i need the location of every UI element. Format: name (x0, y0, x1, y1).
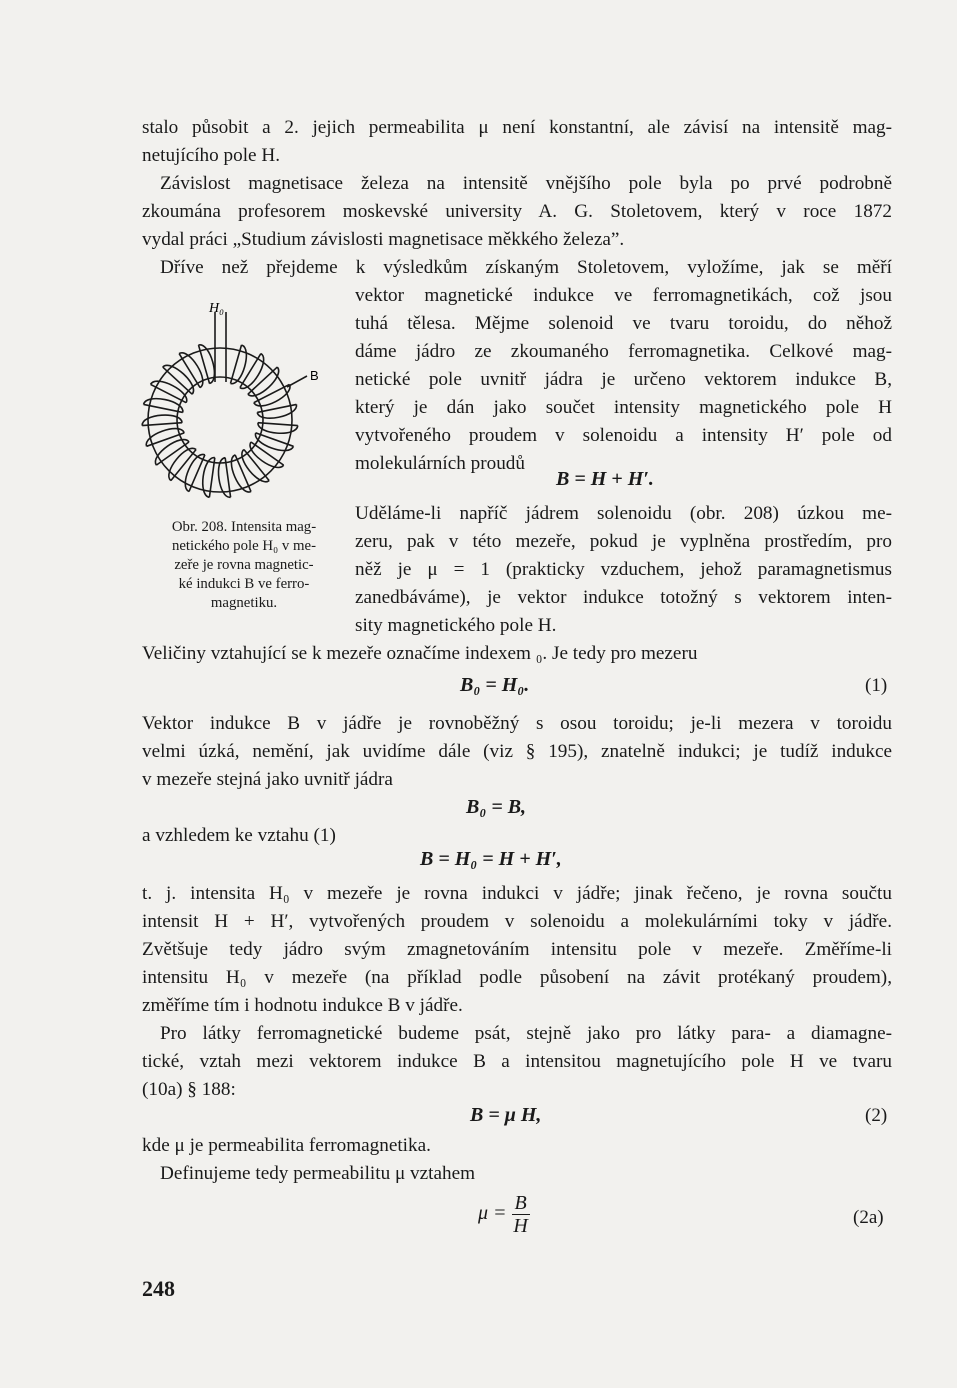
fraction (512, 1192, 530, 1237)
figure-caption: Obr. 208. Intensita mag- (171, 519, 317, 535)
text-line: který je dán jako součet intensity magnetického pole H (355, 397, 892, 418)
text-line: sity magnetického pole H. (355, 615, 557, 636)
equation-b0: B₀ = B, (466, 796, 527, 818)
text-line: vytvořeného proudem v solenoidu a intensity H′ pole od (355, 425, 892, 446)
figure-caption: zeře je rovna magnetic- (174, 557, 314, 573)
equation-number: (2) (865, 1105, 888, 1126)
text-line: Závislost magnetisace železa na intensitě vnějšího pole byla po prvé podrobně (160, 173, 892, 194)
text-line: Uděláme-li napříč jádrem solenoidu (obr. 208) úzkou me- (355, 503, 892, 524)
equation-2a (478, 1192, 530, 1237)
text-line: kde μ je permeabilita ferromagnetika. (142, 1135, 431, 1156)
text-line: Definujeme tedy permeabilitu μ vztahem (160, 1163, 476, 1184)
winding-loop (255, 433, 293, 451)
text-line: Vektor indukce B v jádře je rovnoběžný s osou toroidu; je-li mezera v toroidu (142, 713, 892, 734)
figure-caption: netického pole H₀ v me- (171, 538, 317, 554)
text-line: Zvětšuje tedy jádro svým zmagnetováním intensitu pole v mezeře. Změříme-li (142, 939, 892, 960)
equation-b-h0: B = H₀ = H + H′, (420, 848, 562, 870)
text-line: zeru, pak v této mezeře, pokud je vyplněna prostředím, pro (355, 531, 892, 552)
text-line: tické, vztah mezi vektorem indukce B a intensitou magnetujícího pole H ve tvaru (142, 1051, 892, 1072)
text-line: tuhá tělesa. Mějme solenoid ve tvaru toroidu, do něhož (355, 313, 892, 334)
text-line: něž je μ = 1 (prakticky vzduchem, jehož paramagnetismus (355, 559, 892, 580)
text-line: v mezeře stejná jako uvnitř jádra (142, 769, 393, 790)
text-line: intensitu H₀ v mezeře (na příklad podle působení na závit protékaný proudem), (142, 967, 892, 988)
fraction-denominator: H (513, 1215, 528, 1237)
text-line: (10a) § 188: (142, 1079, 236, 1100)
text-line: netujícího pole H. (142, 145, 281, 166)
figure-caption: magnetiku. (210, 595, 278, 611)
text-line: Dříve než přejdeme k výsledkům získaným Stoletovem, vyložíme, jak se měří (160, 257, 892, 278)
page-number: 248 (142, 1276, 175, 1301)
toroid-figure (135, 292, 355, 507)
text-line: a vzhledem ke vztahu (1) (142, 825, 336, 846)
winding-loop (144, 399, 183, 413)
equation-number: (1) (865, 675, 888, 696)
text-line: velmi úzká, nemění, jak uvidíme dále (viz § 195), znatelně indukci; je tudíž indukce (142, 741, 892, 762)
figure-caption: ké indukci B ve ferro- (178, 576, 310, 592)
figure-label-b: B (310, 368, 319, 383)
text-line: dáme jádro ze zkoumaného ferromagnetika. Celkové mag- (355, 341, 892, 362)
equation-2: B = μ H, (470, 1104, 542, 1126)
text-line: netické pole uvnitř jádra je určeno vektorem indukce B, (355, 369, 892, 390)
equation-number: (2a) (853, 1207, 884, 1228)
text-line: zanedbáváme), je vektor indukce totožný s vektorem inten- (355, 587, 892, 608)
equation-sum: B = H + H′. (556, 468, 654, 490)
text-line: Pro látky ferromagnetické budeme psát, stejně jako pro látky para- a diamagne- (160, 1023, 892, 1044)
text-line: stalo působit a 2. jejich permeabilita μ není konstantní, ale závisí na intensitě mag- (142, 117, 892, 138)
text-line: vydal práci „Studium závislosti magnetisace měkkého železa”. (142, 229, 625, 250)
equation-1: B₀ = H₀. (460, 674, 530, 696)
text-line: t. j. intensita H₀ v mezeře je rovna indukci v jádře; jinak řečeno, je rovna součtu (142, 883, 892, 904)
text-line: intensit H + H′, vytvořených proudem v solenoidu a molekulárními toky v jádře. (142, 911, 892, 932)
text-line: zkoumána profesorem moskevské university A. G. Stoletovem, který v roce 1872 (142, 201, 892, 222)
text-line: molekulárních proudů (355, 453, 525, 474)
figure-label-h0: H₀ (209, 301, 224, 316)
text-line: Veličiny vztahující se k mezeře označíme indexem ₀. Je tedy pro mezeru (142, 643, 698, 664)
text-line: změříme tím i hodnotu indukce B v jádře. (142, 995, 463, 1016)
text-line: vektor magnetické indukce ve ferromagnetikách, což jsou (355, 285, 892, 306)
fraction-numerator: B (512, 1192, 530, 1215)
equation-lhs: μ = (478, 1202, 507, 1225)
